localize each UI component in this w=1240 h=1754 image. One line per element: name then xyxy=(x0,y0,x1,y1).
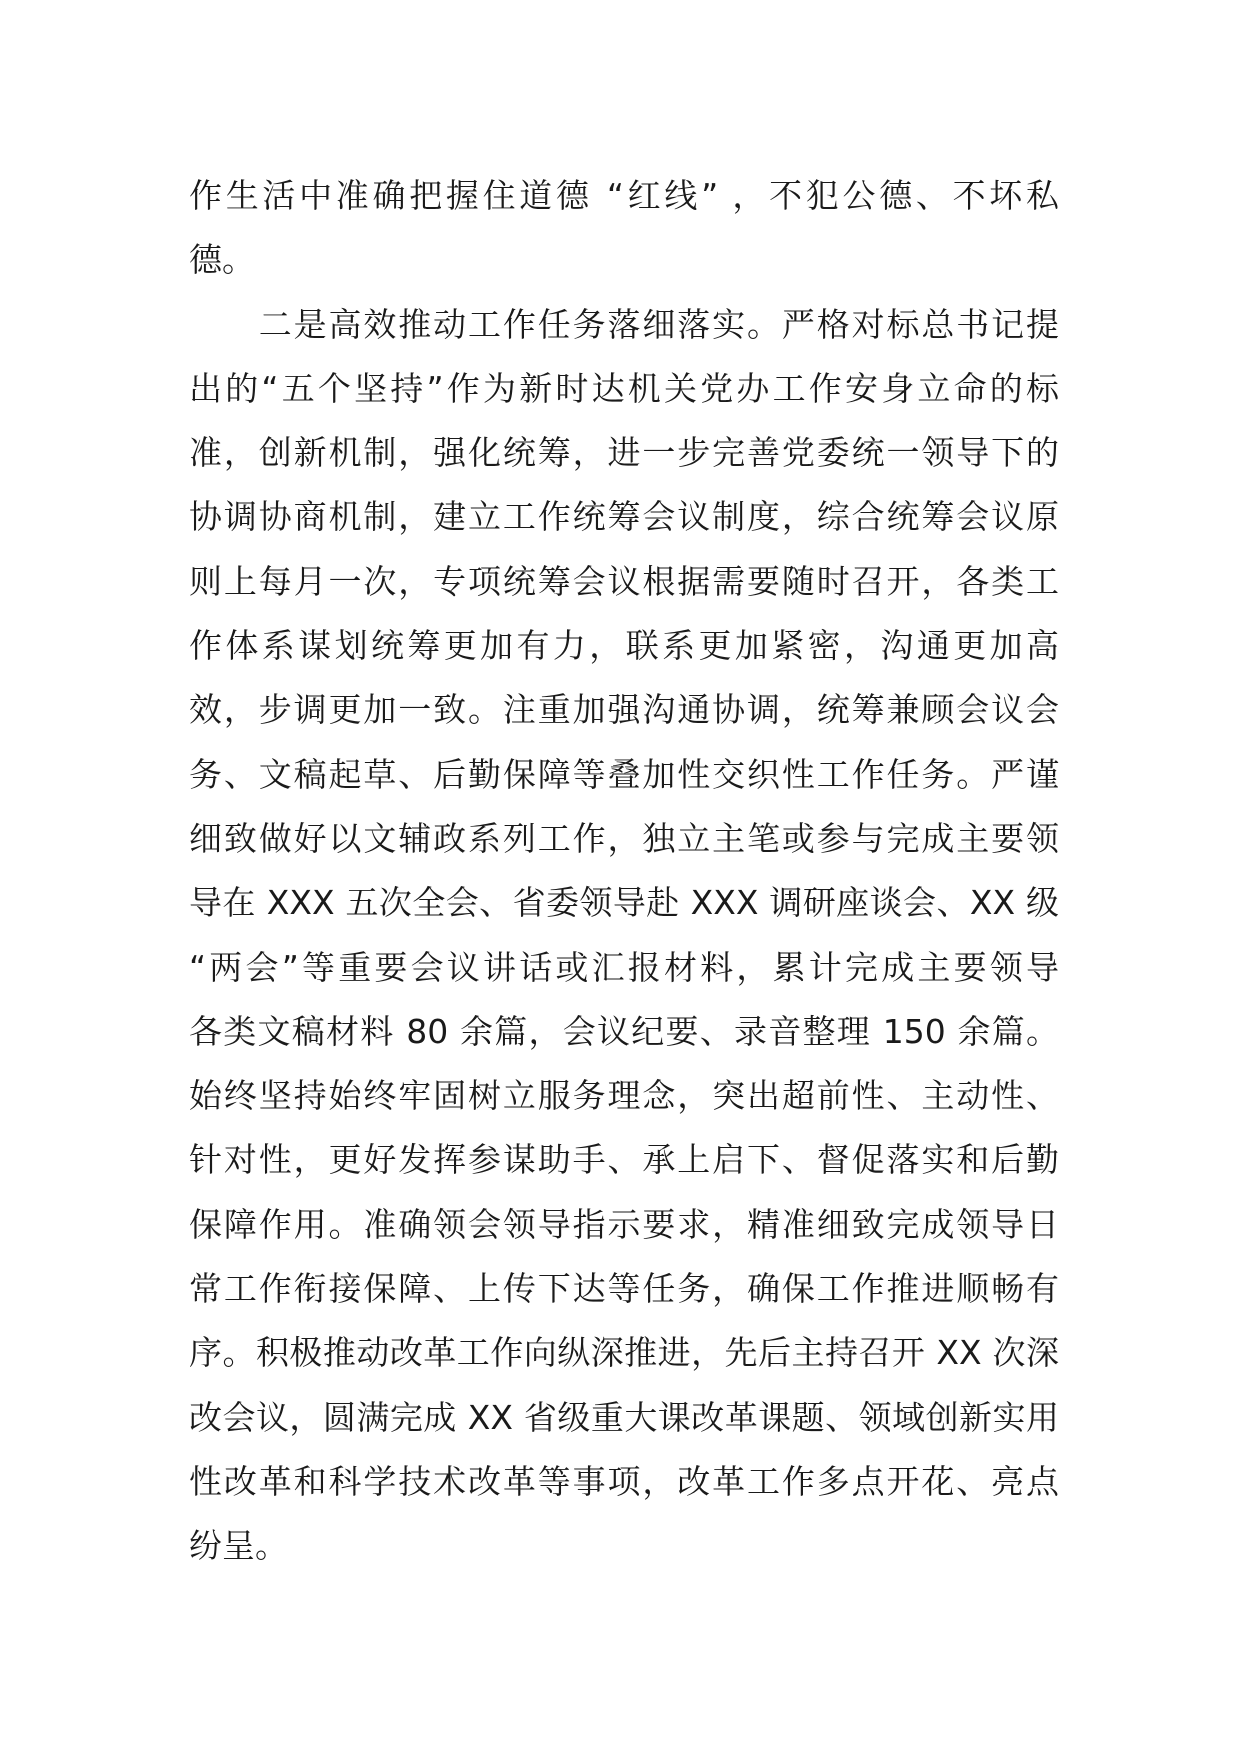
text-line: 序。积极推动改革工作向纵深推进，先后主持召开 XX 次深 xyxy=(189,1333,1059,1373)
text-line: 常工作衔接保障、上传下达等任务，确保工作推进顺畅有 xyxy=(189,1269,1059,1309)
text-line: 则上每月一次，专项统筹会议根据需要随时召开，各类工 xyxy=(189,561,1059,601)
text-line: 准，创新机制，强化统筹，进一步完善党委统一领导下的 xyxy=(189,433,1059,473)
body-text xyxy=(189,164,1059,1579)
text-line: 务、文稿起草、后勤保障等叠加性交织性工作任务。严谨 xyxy=(189,754,1059,794)
text-line: “两会”等重要会议讲话或汇报材料，累计完成主要领导 xyxy=(189,947,1059,987)
text-line: 各类文稿材料 80 余篇，会议纪要、录音整理 150 余篇。 xyxy=(189,1011,1059,1051)
text-line: 针对性，更好发挥参谋助手、承上启下、督促落实和后勤 xyxy=(189,1140,1059,1180)
text-line: 细致做好以文辅政系列工作，独立主笔或参与完成主要领 xyxy=(189,818,1059,858)
text-line: 效，步调更加一致。注重加强沟通协调，统筹兼顾会议会 xyxy=(189,690,1059,730)
text-line: 出的“五个坚持”作为新时达机关党办工作安身立命的标 xyxy=(189,368,1059,408)
text-line: 性改革和科学技术改革等事项，改革工作多点开花、亮点 xyxy=(189,1461,1059,1501)
text-line: 始终坚持始终牢固树立服务理念，突出超前性、主动性、 xyxy=(189,1076,1059,1116)
text-line: 协调协商机制，建立工作统筹会议制度，综合统筹会议原 xyxy=(189,497,1059,537)
text-line: 保障作用。准确领会领导指示要求，精准细致完成领导日 xyxy=(189,1204,1059,1244)
text-line: 作体系谋划统筹更加有力，联系更加紧密，沟通更加高 xyxy=(189,626,1059,666)
text-line: 作生活中准确把握住道德 “红线” ，不犯公德、不坏私 xyxy=(189,176,1059,215)
text-line: 德。 xyxy=(189,240,255,280)
text-line: 纷呈。 xyxy=(189,1526,288,1566)
text-line: 导在 XXX 五次全会、省委领导赴 XXX 调研座谈会、XX 级 xyxy=(189,883,1059,923)
text-line: 二是高效推动工作任务落细落实。严格对标总书记提 xyxy=(189,304,1059,344)
text-line: 改会议，圆满完成 XX 省级重大课改革课题、领域创新实用 xyxy=(189,1397,1059,1437)
